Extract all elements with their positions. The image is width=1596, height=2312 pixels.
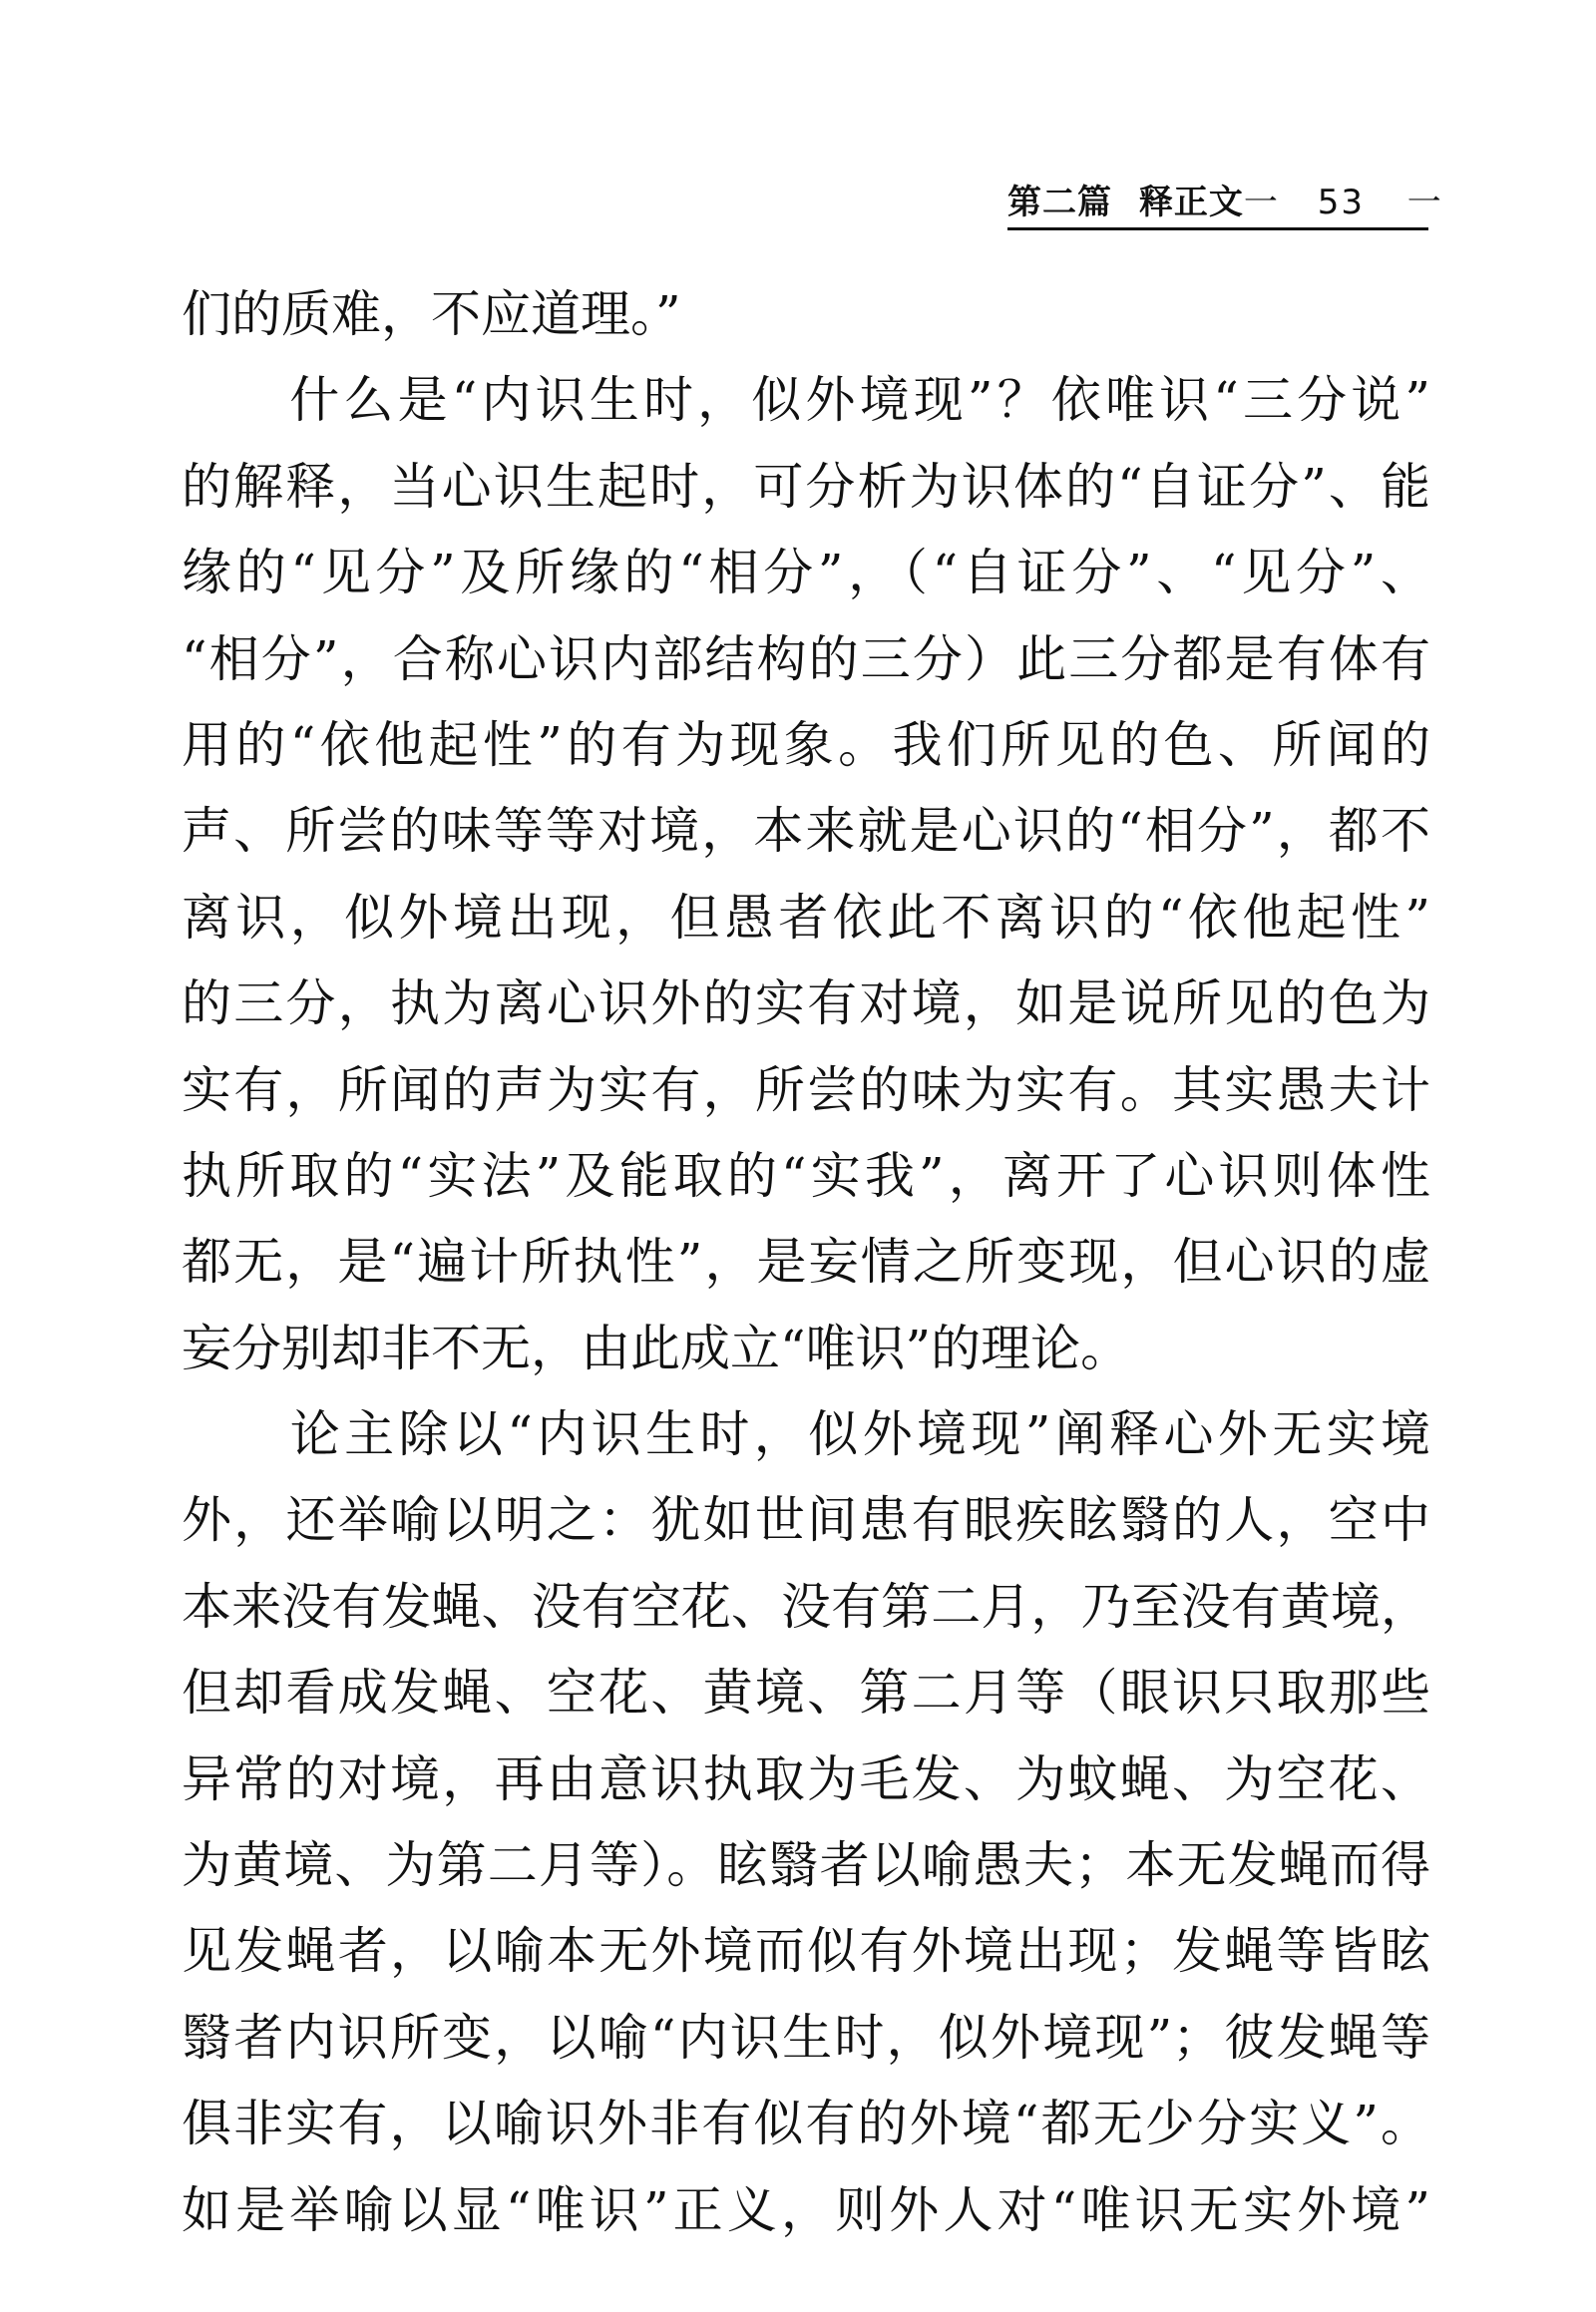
text-line: 本来没有发蝇、没有空花、没有第二月，乃至没有黄境， xyxy=(182,1577,1430,1636)
text-line: 用的“依他起性”的有为现象。我们所见的色、所闻的 xyxy=(182,715,1430,774)
text-line: 声、所尝的味等等对境，本来就是心识的“相分”，都不 xyxy=(182,802,1430,861)
text-line: 离识，似外境出现，但愚者依此不离识的“依他起性” xyxy=(182,888,1430,947)
text-line: 如是举喻以显“唯识”正义，则外人对“唯识无实外境” xyxy=(182,2180,1430,2239)
text-line: 为黄境、为第二月等）。眩翳者以喻愚夫；本无发蝇而得 xyxy=(182,1836,1430,1895)
text-line: 外，还举喻以明之：犹如世间患有眼疾眩翳的人，空中 xyxy=(182,1491,1430,1550)
page-number: 53 xyxy=(1317,183,1365,222)
text-line: 都无，是“遍计所执性”，是妄情之所变现，但心识的虚 xyxy=(182,1233,1430,1292)
body-text xyxy=(182,271,1430,2253)
text-line: 什么是“内识生时，似外境现”？依唯识“三分说” xyxy=(182,371,1430,430)
text-line: 实有，所闻的声为实有，所尝的味为实有。其实愚夫计 xyxy=(182,1060,1430,1119)
text-line: 妄分别却非不无，由此成立“唯识”的理论。 xyxy=(182,1319,1131,1377)
text-line: “相分”，合称心识内部结构的三分）此三分都是有体有 xyxy=(182,629,1430,688)
text-line: 翳者内识所变，以喻“内识生时，似外境现”；彼发蝇等 xyxy=(182,2008,1430,2067)
text-line: 俱非实有，以喻识外非有似有的外境“都无少分实义”。 xyxy=(182,2095,1430,2153)
header-section: 第二篇 xyxy=(1007,183,1112,222)
text-line: 的三分，执为离心识外的实有对境，如是说所见的色为 xyxy=(182,974,1430,1033)
text-line: 论主除以“内识生时，似外境现”阐释心外无实境 xyxy=(182,1405,1430,1464)
header-chapter: 释正文 xyxy=(1138,183,1244,222)
text-line: 的解释，当心识生起时，可分析为识体的“自证分”、能 xyxy=(182,457,1430,516)
running-header xyxy=(1007,178,1442,227)
header-dash: 一 xyxy=(1243,183,1279,222)
text-line: 缘的“见分”及所缘的“相分”，（“自证分”、“见分”、 xyxy=(182,544,1430,602)
header-rule xyxy=(1007,227,1428,230)
text-line: 们的质难，不应道理。” xyxy=(182,285,681,343)
text-line: 异常的对境，再由意识执取为毛发、为蚊蝇、为空花、 xyxy=(182,1749,1430,1808)
text-line: 但却看成发蝇、空花、黄境、第二月等（眼识只取那些 xyxy=(182,1664,1430,1723)
header-dash-right: 一 xyxy=(1406,183,1442,222)
text-line: 执所取的“实法”及能取的“实我”，离开了心识则体性 xyxy=(182,1146,1430,1205)
text-line: 见发蝇者，以喻本无外境而似有外境出现；发蝇等皆眩 xyxy=(182,1922,1430,1981)
